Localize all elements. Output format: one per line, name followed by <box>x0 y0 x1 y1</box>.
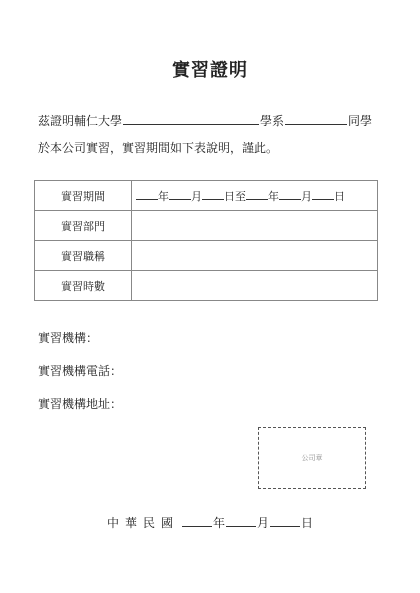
date-month-unit: 月 <box>257 516 270 530</box>
certification-line <box>38 112 372 129</box>
date-day-blank[interactable] <box>270 515 300 527</box>
end-year-blank[interactable] <box>246 189 268 200</box>
year-unit: 年 <box>268 189 279 203</box>
table-row <box>35 271 378 301</box>
hours-value[interactable] <box>132 271 378 301</box>
company-stamp-box <box>258 427 366 489</box>
student-label: 同學 <box>348 114 373 128</box>
institution-phone-field: 實習機構電話： <box>38 364 123 378</box>
stamp-label: 公司章 <box>301 454 323 462</box>
period-value[interactable] <box>132 181 378 211</box>
institution-field: 實習機構： <box>38 331 99 345</box>
start-day-blank[interactable] <box>202 189 224 200</box>
row-label-job-title: 實習職稱 <box>35 241 132 271</box>
row-label-period: 實習期間 <box>35 181 132 211</box>
date-month-blank[interactable] <box>226 515 256 527</box>
certification-line-2: 於本公司實習，實習期間如下表說明，謹此。 <box>38 141 279 155</box>
end-month-blank[interactable] <box>279 189 301 200</box>
row-label-hours: 實習時數 <box>35 271 132 301</box>
document-title: 實習證明 <box>172 60 248 81</box>
internship-table <box>34 180 378 301</box>
month-unit: 月 <box>191 189 202 203</box>
table-row <box>35 241 378 271</box>
job-title-value[interactable] <box>132 241 378 271</box>
year-unit: 年 <box>158 189 169 203</box>
roc-date-line <box>0 514 420 531</box>
start-year-blank[interactable] <box>136 189 158 200</box>
institution-address-field: 實習機構地址： <box>38 397 123 411</box>
day-unit: 日 <box>334 189 345 203</box>
department-value[interactable] <box>132 211 378 241</box>
school-blank[interactable] <box>123 113 259 125</box>
end-day-blank[interactable] <box>312 189 334 200</box>
date-day-unit: 日 <box>301 516 314 530</box>
row-label-department: 實習部門 <box>35 211 132 241</box>
month-unit: 月 <box>301 189 312 203</box>
start-month-blank[interactable] <box>169 189 191 200</box>
table-row <box>35 181 378 211</box>
roc-era-label: 中華民國 <box>106 516 179 530</box>
day-to-unit: 日至 <box>224 189 246 203</box>
intro-prefix: 茲證明輔仁大學 <box>38 114 123 128</box>
date-year-blank[interactable] <box>182 515 212 527</box>
table-row <box>35 211 378 241</box>
student-name-blank[interactable] <box>285 113 347 125</box>
date-year-unit: 年 <box>212 516 225 530</box>
dept-label: 學系 <box>260 114 285 128</box>
